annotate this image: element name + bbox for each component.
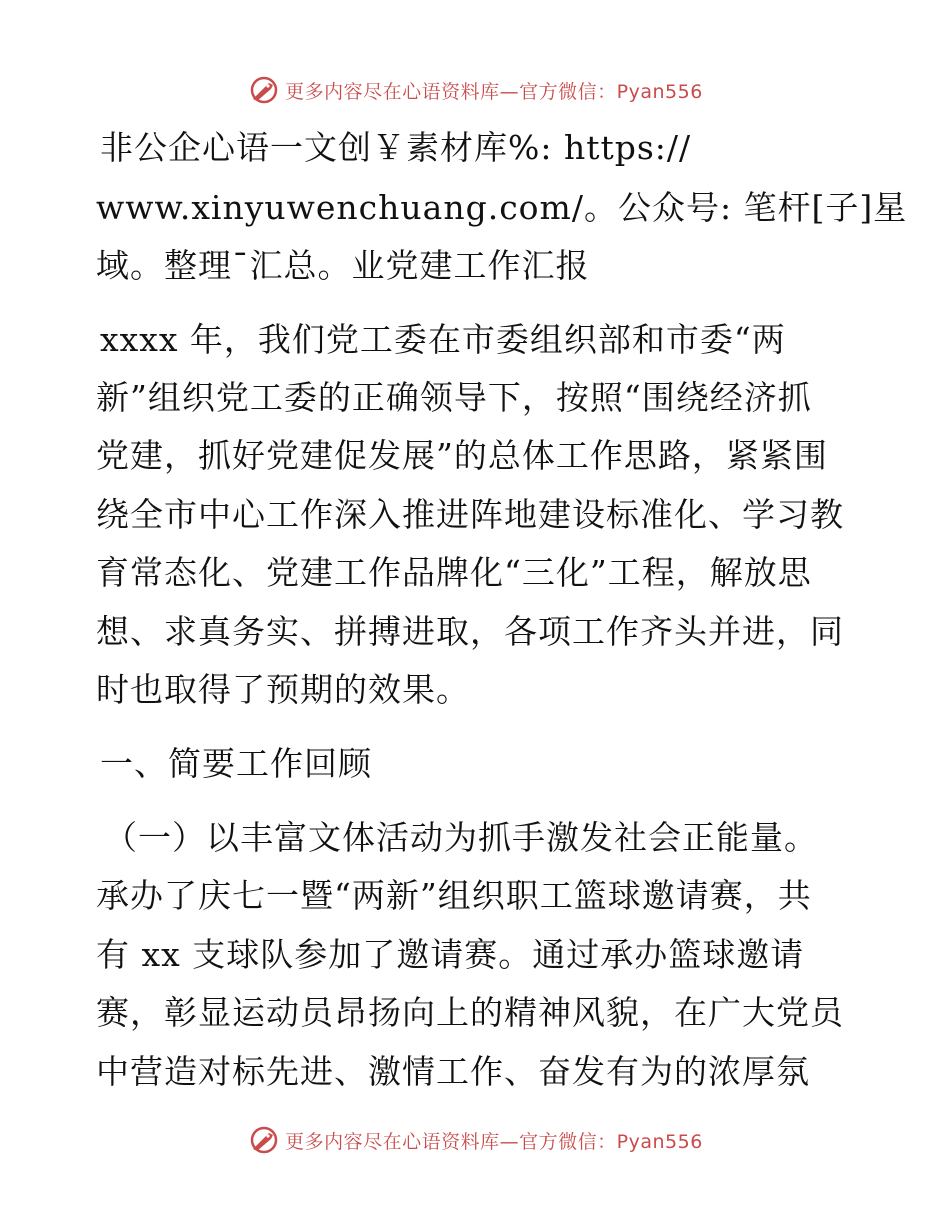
pen-nib-logo-icon (247, 1123, 281, 1157)
paragraph-line: 承办了庆七一暨“两新”组织职工篮球邀请赛，共 (96, 876, 812, 915)
watermark-text: 更多内容尽在心语资料库—官方微信：Pyan556 (285, 1130, 703, 1153)
pen-nib-logo-icon (247, 73, 281, 107)
top-watermark-banner (0, 70, 950, 110)
intro-line: 非公企心语一文创￥素材库%: https:// (100, 128, 692, 167)
paragraph-line: 中营造对标先进、激情工作、奋发有为的浓厚氛 (96, 1052, 810, 1091)
paragraph-line: 新”组织党工委的正确领导下，按照“围绕经济抓 (96, 378, 812, 417)
watermark-text: 更多内容尽在心语资料库—官方微信：Pyan556 (285, 80, 703, 103)
intro-line: 域。整理¯汇总。业党建工作汇报 (96, 246, 590, 285)
paragraph-line: （一）以丰富文体活动为抓手激发社会正能量。 (104, 818, 818, 857)
bottom-watermark-banner (0, 1120, 950, 1160)
paragraph-line: 想、求真务实、拼搏进取，各项工作齐头并进，同 (96, 612, 844, 651)
paragraph-line: 时也取得了预期的效果。 (96, 670, 470, 709)
intro-line: www.xinyuwenchuang.com/。公众号: 笔杆[子]星 (96, 188, 908, 227)
paragraph-line: 绕全市中心工作深入推进阵地建设标准化、学习教 (96, 495, 844, 534)
paragraph-line: 赛，彰显运动员昂扬向上的精神风貌，在广大党员 (96, 993, 844, 1032)
paragraph-line: 育常态化、党建工作品牌化“三化”工程，解放思 (96, 553, 812, 592)
paragraph-line: 有 xx 支球队参加了邀请赛。通过承办篮球邀请 (96, 935, 805, 974)
paragraph-line: xxxx 年，我们党工委在市委组织部和市委“两 (100, 320, 786, 359)
paragraph-line: 党建，抓好党建促发展”的总体工作思路，紧紧围 (96, 436, 828, 475)
section-heading: 一、简要工作回顾 (100, 744, 372, 783)
